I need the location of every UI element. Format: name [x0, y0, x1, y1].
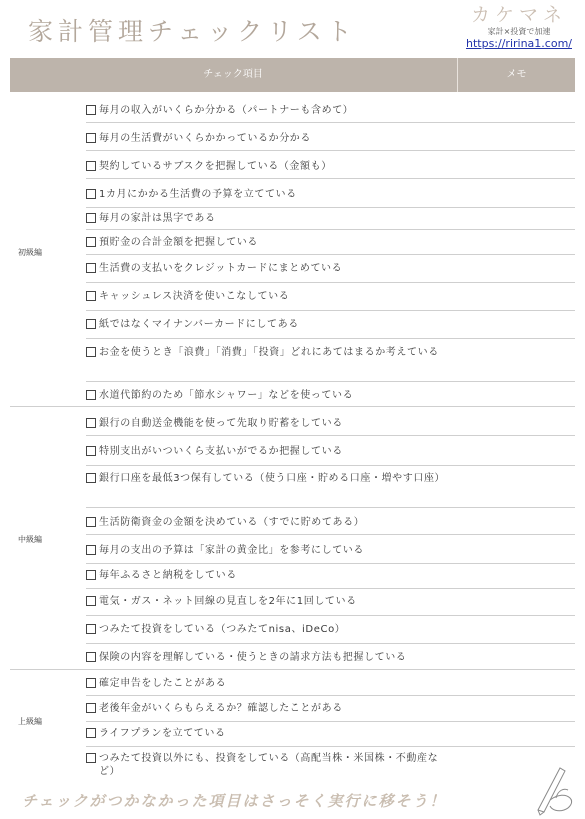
checklist-item[interactable] [86, 236, 454, 249]
checklist-item-text: 毎月の家計は黒字である [99, 213, 216, 224]
page-title: 家計管理チェックリスト [28, 17, 357, 46]
checklist-item[interactable] [86, 702, 454, 715]
checklist-item-text: 預貯金の合計金額を把握している [99, 237, 258, 248]
row-divider [86, 150, 575, 151]
row-divider [86, 615, 575, 616]
checklist-item[interactable] [86, 389, 454, 402]
checklist-item[interactable] [86, 318, 454, 331]
checklist-item-text: 毎月の支出の予算は「家計の黄金比」を参考にしている [99, 545, 364, 556]
checklist-item-text: 紙ではなくマイナンバーカードにしてある [99, 319, 299, 330]
logo-name: カケマネ [470, 4, 567, 26]
checkbox[interactable] [86, 652, 96, 662]
header-memo: メモ [506, 69, 527, 80]
checkbox[interactable] [86, 347, 96, 357]
checkbox[interactable] [86, 263, 96, 273]
checklist-item-text: つみたて投資をしている（つみたてnisa、iDeCo） [99, 624, 346, 635]
checklist-item[interactable] [86, 262, 454, 275]
checkbox[interactable] [86, 473, 96, 483]
row-divider [86, 534, 575, 535]
row-divider [86, 178, 575, 179]
category-label: 上級編 [18, 717, 42, 726]
checklist-item-text: 生活費の支払いをクレジットカードにまとめている [99, 263, 343, 274]
checkbox[interactable] [86, 678, 96, 688]
checklist-item[interactable] [86, 544, 454, 557]
site-logo [460, 4, 578, 51]
checklist-item[interactable] [86, 346, 454, 359]
checklist-item-text: 1カ月にかかる生活費の予算を立てている [99, 189, 297, 200]
checklist-item[interactable] [86, 160, 454, 173]
checklist-item-text: 生活防衛資金の金額を決めている（すでに貯めてある） [99, 517, 365, 528]
checklist-item-text: ライフプランを立てている [99, 728, 226, 739]
row-divider [86, 507, 575, 508]
footer-message: チェックがつかなかった項目はさっそく実行に移そう！ [22, 792, 447, 810]
checkbox[interactable] [86, 446, 96, 456]
checklist-item-text: 特別支出がいついくら支払いがでるか把握している [99, 446, 343, 457]
header-check-items: チェック項目 [203, 69, 263, 80]
row-divider [86, 435, 575, 436]
checkbox[interactable] [86, 133, 96, 143]
row-divider [86, 465, 575, 466]
checkbox[interactable] [86, 418, 96, 428]
checklist-item-text: 毎年ふるさと納税をしている [99, 570, 237, 581]
checklist-item[interactable] [86, 677, 454, 690]
row-divider [86, 282, 575, 283]
checklist-item[interactable] [86, 727, 454, 740]
checklist-item[interactable] [86, 623, 454, 636]
checklist-item[interactable] [86, 212, 454, 225]
row-divider [86, 695, 575, 696]
checklist-item-text: 水道代節約のため「節水シャワー」などを使っている [99, 390, 354, 401]
logo-tagline: 家計×投資で加速 [487, 27, 551, 36]
checkbox[interactable] [86, 570, 96, 580]
checkbox[interactable] [86, 213, 96, 223]
checklist-item[interactable] [86, 132, 454, 145]
section-divider [10, 406, 575, 407]
checkbox[interactable] [86, 161, 96, 171]
checklist-item-text: つみたて投資以外にも、投資をしている（高配当株・米国株・不動産など） [99, 753, 439, 777]
row-divider [86, 207, 575, 208]
checklist-item-text: 老後年金がいくらもらえるか？確認したことがある [99, 703, 343, 714]
row-divider [86, 254, 575, 255]
row-divider [86, 643, 575, 644]
checklist-item[interactable] [86, 516, 454, 529]
row-divider [86, 229, 575, 230]
checklist-item-text: お金を使うとき「浪費」「消費」「投資」どれにあてはまるか考えている [99, 347, 439, 358]
checkbox[interactable] [86, 237, 96, 247]
checkbox[interactable] [86, 728, 96, 738]
checklist-item-text: 銀行口座を最低3つ保有している（使う口座・貯める口座・増やす口座） [99, 473, 446, 484]
pen-hand-illustration [530, 760, 578, 816]
checklist-item[interactable] [86, 595, 454, 608]
logo-url-link[interactable]: https://ririna1.com/ [466, 37, 572, 50]
row-divider [86, 338, 575, 339]
checklist-item[interactable] [86, 290, 454, 303]
checklist-item-text: キャッシュレス決済を使いこなしている [99, 291, 290, 302]
row-divider [86, 122, 575, 123]
checkbox[interactable] [86, 390, 96, 400]
checklist-item[interactable] [86, 188, 454, 201]
checklist-item[interactable] [86, 752, 454, 778]
checkbox[interactable] [86, 105, 96, 115]
row-divider [86, 721, 575, 722]
row-divider [86, 381, 575, 382]
row-divider [86, 746, 575, 747]
checklist-item[interactable] [86, 569, 454, 582]
checkbox[interactable] [86, 545, 96, 555]
checklist-item-text: 確定申告をしたことがある [99, 678, 227, 689]
category-label: 中級編 [18, 535, 42, 544]
checklist-item[interactable] [86, 417, 454, 430]
checkbox[interactable] [86, 753, 96, 763]
checkbox[interactable] [86, 624, 96, 634]
table-header [10, 58, 575, 92]
checklist-item-text: 保険の内容を理解している・使うときの請求方法も把握している [99, 652, 407, 663]
checklist-item[interactable] [86, 445, 454, 458]
checkbox[interactable] [86, 517, 96, 527]
checklist-item-text: 毎月の収入がいくらか分かる（パートナーも含めて） [99, 105, 354, 116]
checklist-item[interactable] [86, 104, 454, 117]
checkbox[interactable] [86, 319, 96, 329]
checkbox[interactable] [86, 703, 96, 713]
category-label: 初級編 [18, 248, 42, 257]
checklist-item[interactable] [86, 651, 454, 664]
checklist-item[interactable] [86, 472, 454, 485]
checklist-item-text: 電気・ガス・ネット回線の見直しを2年に1回している [99, 596, 357, 607]
checklist-item-text: 銀行の自動送金機能を使って先取り貯蓄をしている [99, 418, 343, 429]
checkbox[interactable] [86, 596, 96, 606]
checkbox[interactable] [86, 291, 96, 301]
row-divider [86, 563, 575, 564]
row-divider [86, 310, 575, 311]
checklist-item-text: 契約しているサブスクを把握している（金額も） [99, 161, 332, 172]
row-divider [86, 588, 575, 589]
checklist-item-text: 毎月の生活費がいくらかかっているか分かる [99, 133, 311, 144]
section-divider [10, 669, 575, 670]
checkbox[interactable] [86, 189, 96, 199]
